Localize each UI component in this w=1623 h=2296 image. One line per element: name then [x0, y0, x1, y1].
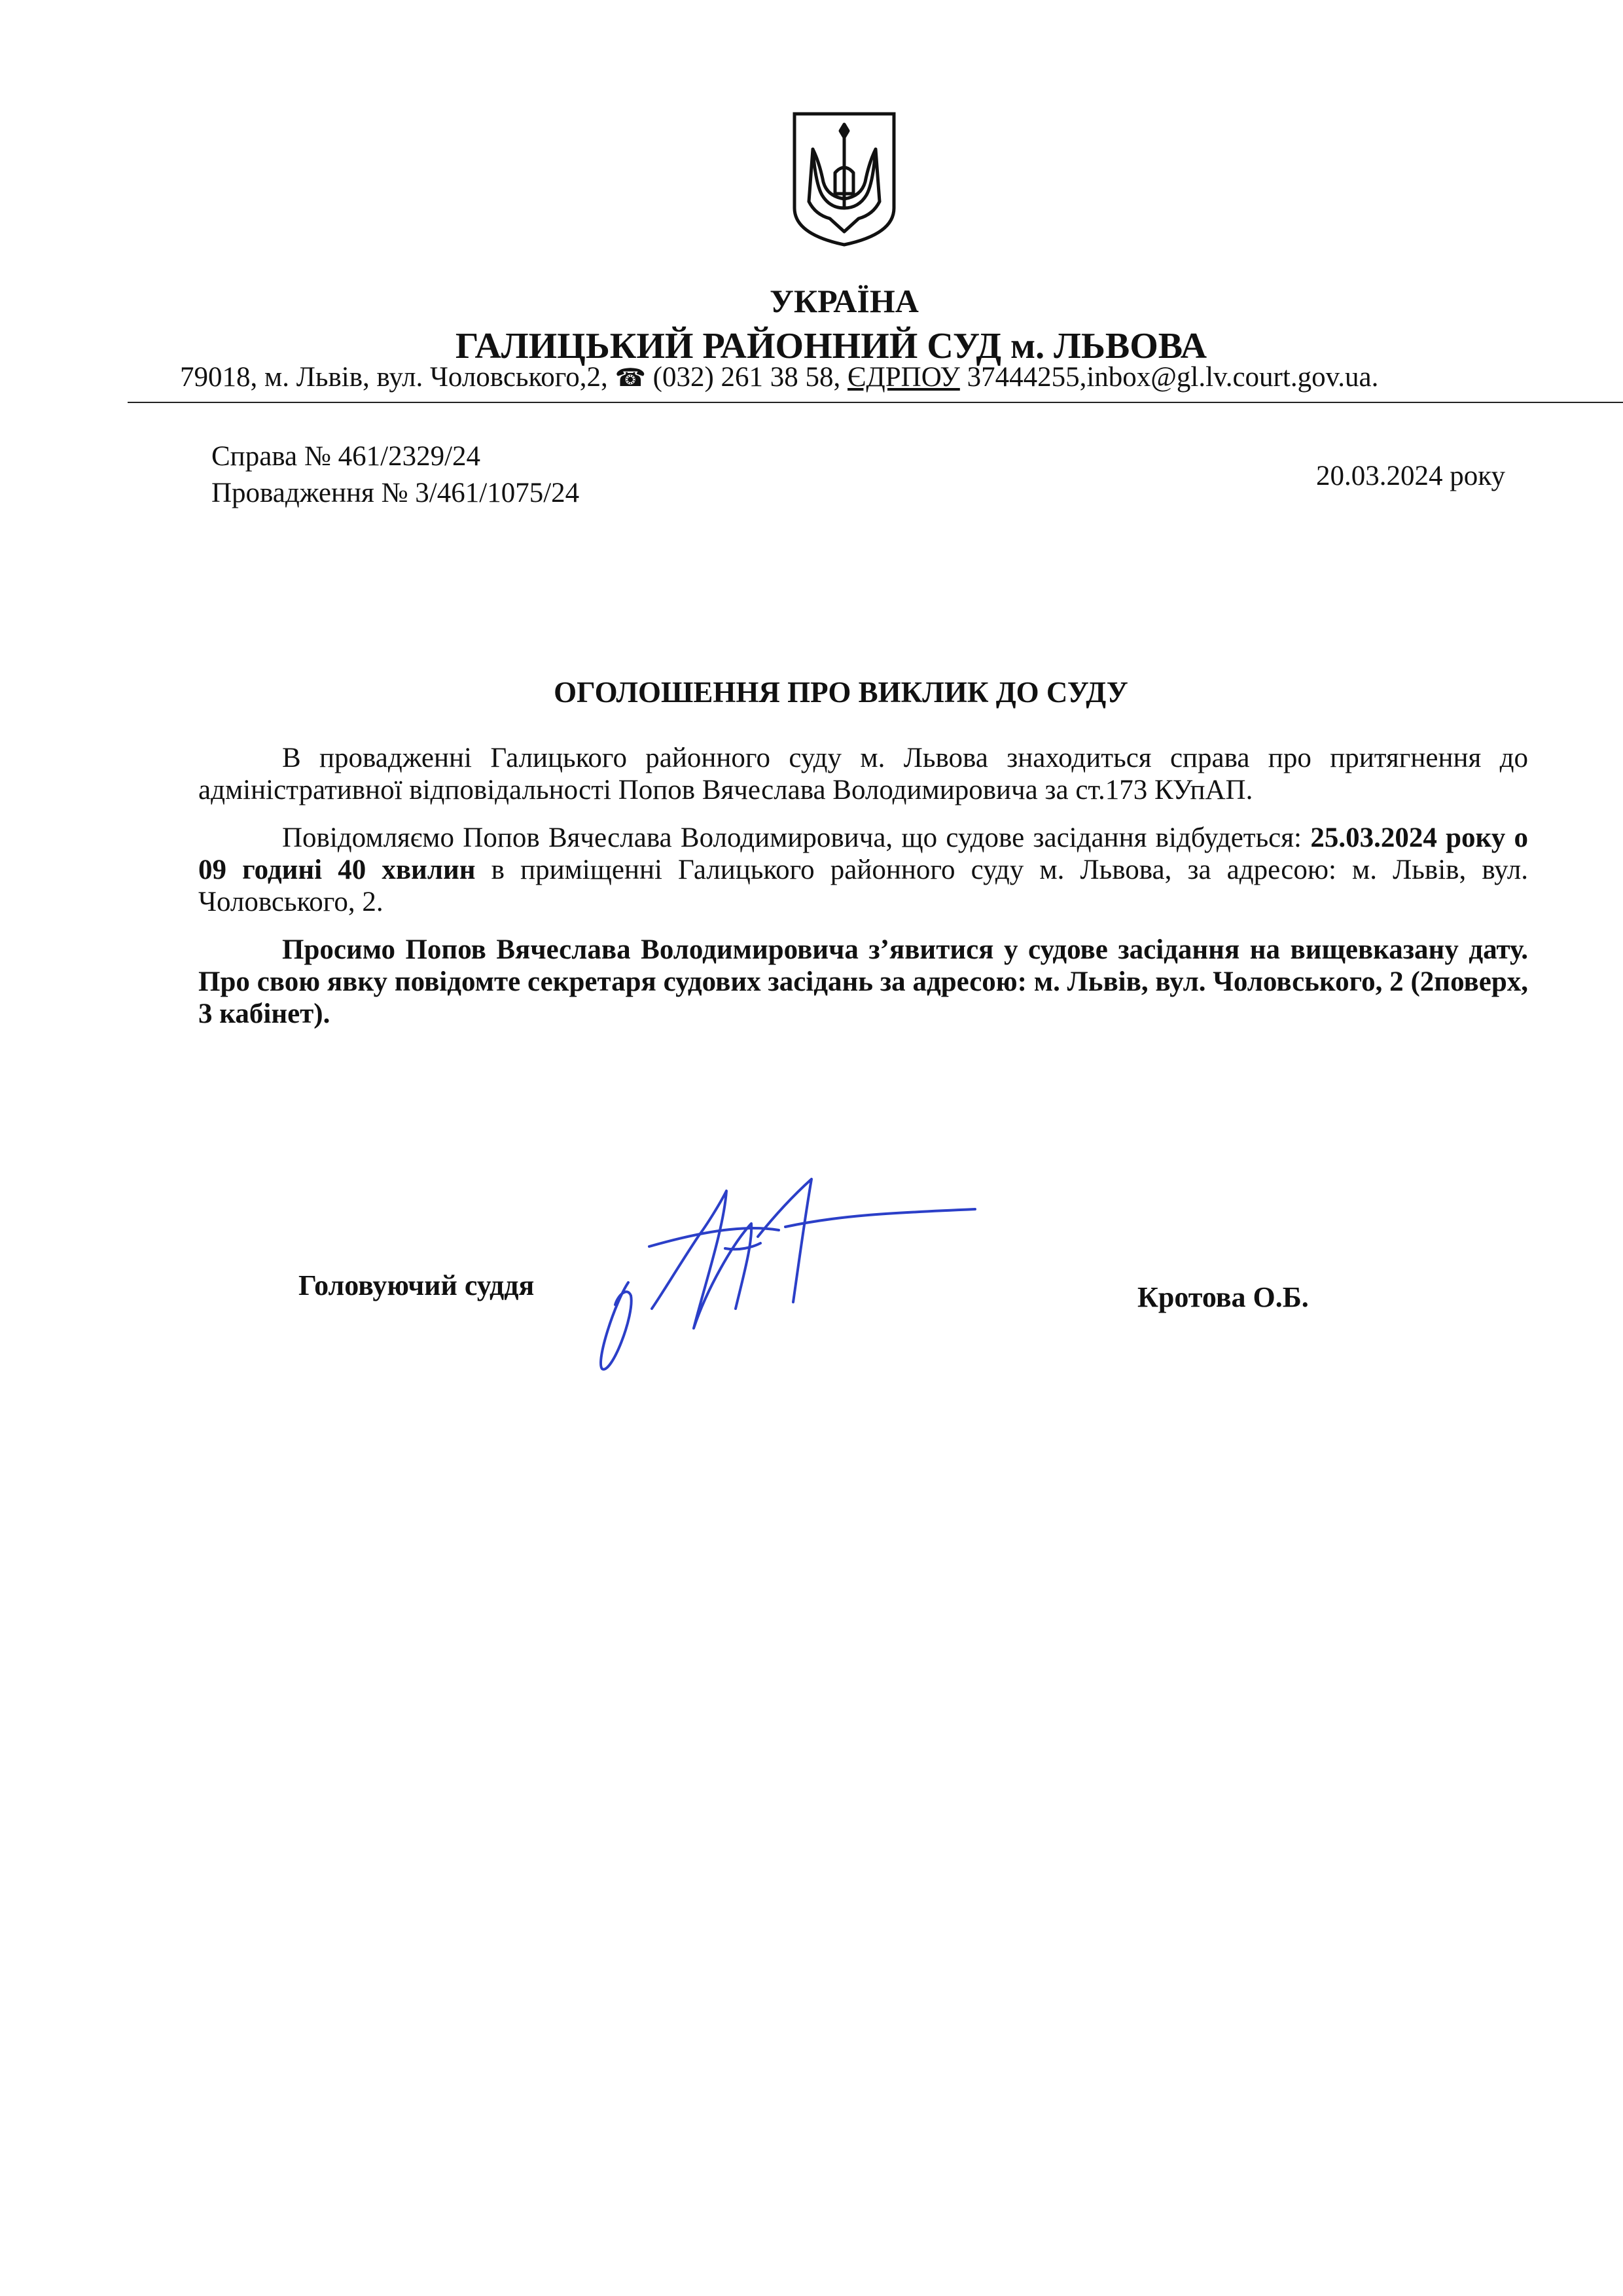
case-number: Справа № 461/2329/24 — [211, 441, 481, 472]
address-text: 79018, м. Львів, вул. Чоловського,2, — [180, 362, 608, 393]
country-heading: УКРАЇНА — [770, 283, 919, 319]
document-date: 20.03.2024 року — [1315, 461, 1505, 491]
handwritten-signature — [589, 1165, 982, 1381]
judge-name: Кротова О.Б. — [1137, 1281, 1309, 1313]
court-name-heading: ГАЛИЦЬКИЙ РАЙОННИЙ СУД м. ЛЬВОВА — [455, 326, 1207, 366]
telephone-icon: ☎ — [615, 364, 646, 392]
phone-number: (032) 261 38 58 — [652, 362, 834, 393]
paragraph-request: Просимо Попов Вячеслава Володимировича з’явитися у судове засідання на вищевказану дату. Про свою явку повідомте секретаря судових засідань за адресою: м. Львів, вул. Чоловського, 2 (2поверх, 3 кабінет). — [198, 934, 1528, 1029]
hearing-location: в приміщенні Галицького районного суду м. Львова, за адресою: м. Львів, вул. Чоловського, 2. — [198, 855, 1528, 917]
proceeding-number: Провадження № 3/461/1075/24 — [211, 478, 580, 508]
hearing-datetime: 25.03.2024 року о 09 годині 40 хвилин — [198, 822, 1528, 885]
hearing-intro: Повідомляємо Попов Вячеслава Володимировича, що судове засідання відбудеться: — [282, 822, 1311, 853]
notice-title: ОГОЛОШЕННЯ ПРО ВИКЛИК ДО СУДУ — [554, 676, 1128, 709]
signature-title: Головуючий суддя — [298, 1269, 535, 1301]
coat-of-arms-icon — [789, 110, 899, 249]
edrpou-label: ЄДРПОУ — [847, 362, 960, 393]
notice-body — [198, 742, 1528, 1046]
paragraph-hearing — [198, 822, 1528, 918]
edrpou-and-email: 37444255,inbox@gl.lv.court.gov.ua. — [967, 362, 1379, 393]
header-divider — [128, 402, 1623, 403]
court-address-line: 79018, м. Львів, вул. Чоловського,2, ☎ (032) 261 38 58, ЄДРПОУ 37444255,inbox@gl.lv.court.gov.ua. — [180, 362, 1379, 393]
paragraph-case: В провадженні Галицького районного суду м. Львова знаходиться справа про притягнення до адміністративної відповідальності Попов Вячеслава Володимировича за ст.173 КУпАП. — [198, 743, 1528, 805]
case-info — [211, 438, 579, 512]
